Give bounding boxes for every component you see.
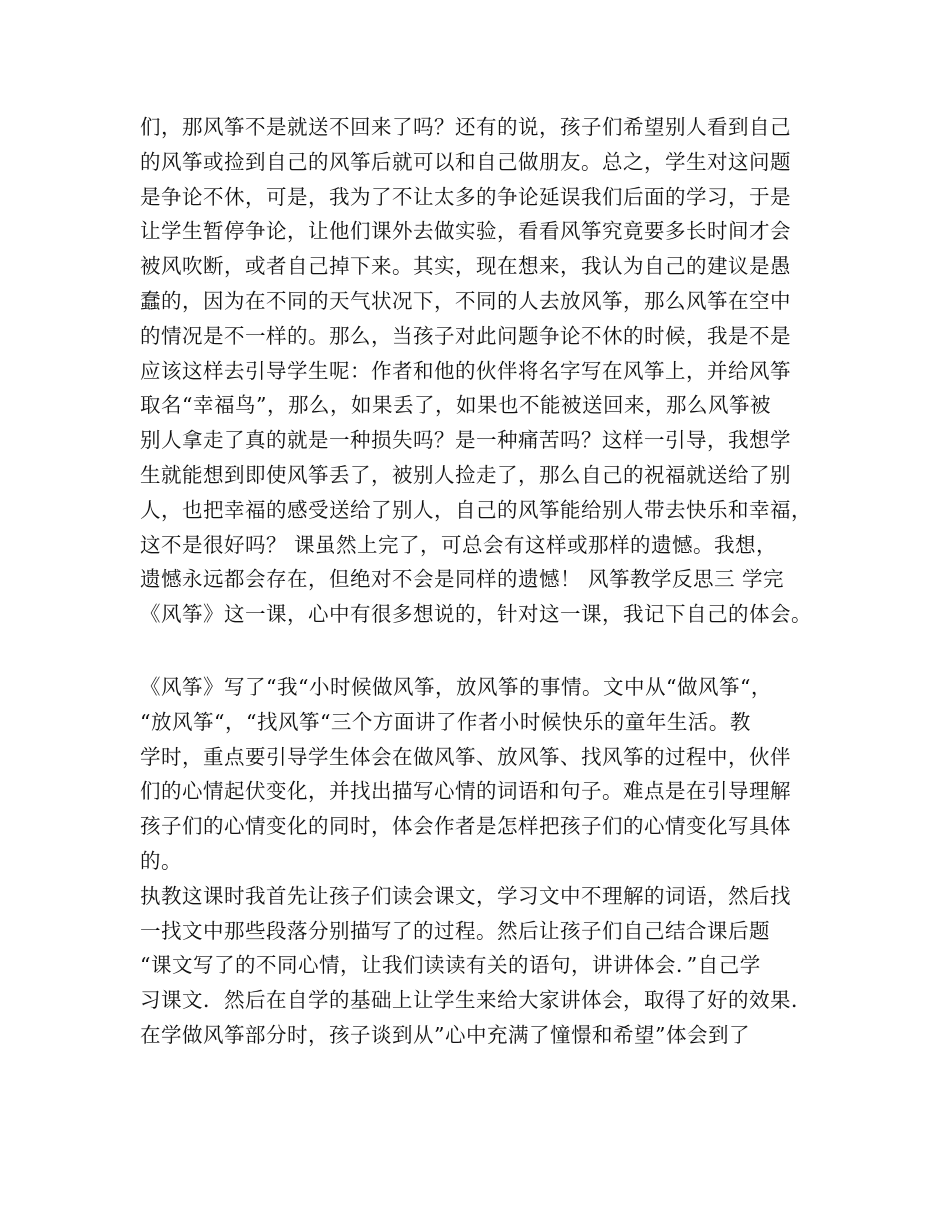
text-line: “课文写了的不同心情，让我们读读有关的语句，讲讲体会．”自己学 — [140, 953, 761, 978]
text-line: 学时，重点要引导学生体会在做风筝、放风筝、找风筝的过程中，伙伴 — [140, 744, 791, 769]
text-line: 执教这课时我首先让孩子们读会课文，学习文中不理解的词语，然后找 — [140, 883, 791, 908]
text-line: 是争论不休，可是，我为了不让太多的争论延误我们后面的学习，于是 — [140, 184, 791, 209]
text-line: 的情况是不一样的。那么，当孩子对此问题争论不休的时候，我是不是 — [140, 323, 791, 348]
text-line: 让学生暂停争论，让他们课外去做实验，看看风筝究竟要多长时间才会 — [140, 219, 791, 244]
text-line: 人，也把幸福的感受送给了别人，自己的风筝能给别人带去快乐和幸福， — [140, 497, 812, 522]
text-line: 在学做风筝部分时，孩子谈到从”心中充满了憧憬和希望”体会到了 — [140, 1022, 750, 1047]
text-line: 取名“幸福鸟”，那么，如果丢了，如果也不能被送回来，那么风筝被 — [140, 393, 771, 418]
text-line: 《风筝》这一课，心中有很多想说的，针对这一课，我记下自己的体会。 — [140, 602, 812, 627]
text-line: “放风筝“，“找风筝“三个方面讲了作者小时候快乐的童年生活。教 — [140, 709, 751, 734]
text-line: 被风吹断，或者自己掉下来。其实，现在想来，我认为自己的建议是愚 — [140, 254, 791, 279]
text-line: 蠢的，因为在不同的天气状况下，不同的人去放风筝，那么风筝在空中 — [140, 288, 791, 313]
text-line: 的风筝或捡到自己的风筝后就可以和自己做朋友。总之，学生对这问题 — [140, 149, 791, 174]
text-line: 一找文中那些段落分别描写了的过程。然后让孩子们自己结合课后题 — [140, 918, 770, 943]
text-line: 们，那风筝不是就送不回来了吗？还有的说，孩子们希望别人看到自己 — [140, 115, 791, 139]
text-line: 习课文．然后在自学的基础上让学生来给大家讲体会，取得了好的效果． — [140, 988, 812, 1013]
text-line: 生就能想到即使风筝丢了，被别人捡走了，那么自己的祝福就送给了别 — [140, 462, 791, 487]
text-line: 们的心情起伏变化，并找出描写心情的词语和句子。难点是在引导理解 — [140, 779, 791, 804]
text-line: 的。 — [140, 848, 182, 873]
text-line: 别人拿走了真的就是一种损失吗？是一种痛苦吗？这样一引导，我想学 — [140, 428, 791, 453]
text-block-reflection — [140, 670, 830, 1053]
text-line: 应该这样去引导学生呢：作者和他的伙伴将名字写在风筝上，并给风筝 — [140, 358, 791, 383]
text-block-continuation — [140, 110, 830, 632]
text-line: 遗憾永远都会存在，但绝对不会是同样的遗憾！ 风筝教学反思三 学完 — [140, 567, 785, 592]
text-line: 孩子们的心情变化的同时，体会作者是怎样把孩子们的心情变化写具体 — [140, 814, 791, 839]
text-line: 《风筝》写了“我“小时候做风筝，放风筝的事情。文中从“做风筝“， — [140, 675, 772, 699]
text-line: 这不是很好吗？ 课虽然上完了，可总会有这样或那样的遗憾。我想， — [140, 532, 778, 557]
